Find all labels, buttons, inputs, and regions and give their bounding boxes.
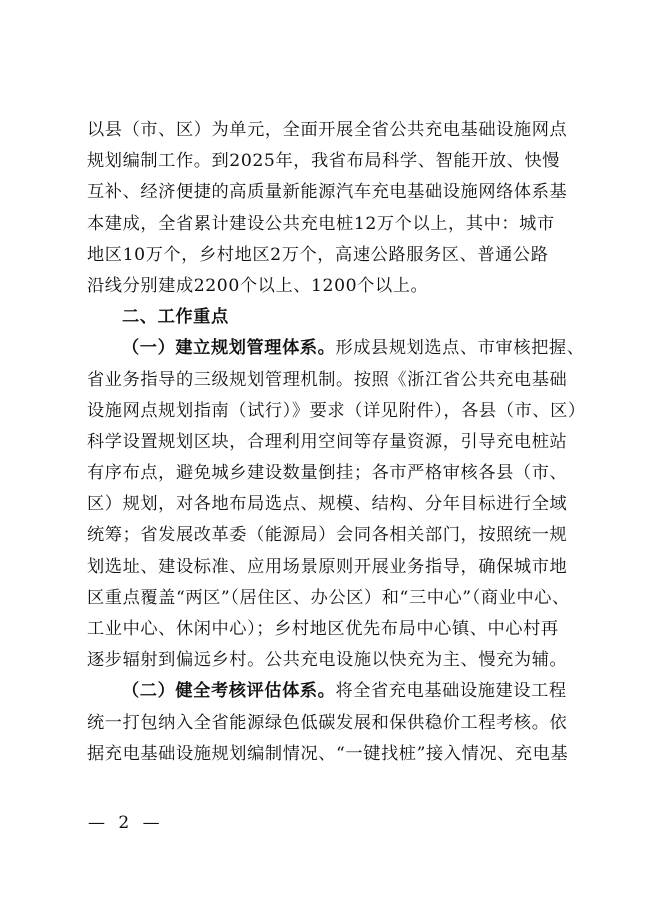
paragraph-2-line-10: 工业中心、休闲中心）；乡村地区优先布局中心镇、中心村再 bbox=[87, 619, 559, 639]
paragraph-2-line-7: 统筹；省发展改革委（能源局）会同各相关部门，按照统一规 bbox=[87, 525, 568, 546]
paragraph-3-line-1 bbox=[87, 676, 565, 707]
paragraph-1-line-1: 以县（市、区）为单元，全面开展全省公共充电基础设施网点 bbox=[87, 120, 568, 140]
paragraph-1-line-6: 沿线分别建成2200个以上、1200个以上。 bbox=[87, 275, 429, 296]
paragraph-1-line-4: 本建成，全省累计建设公共充电桩12万个以上，其中：城市 bbox=[87, 213, 555, 234]
paragraph-3-line-3: 据充电基础设施规划编制情况、“一键找桩”接入情况、充电基 bbox=[87, 743, 569, 764]
paragraph-3-lead: （二）健全考核评估体系。 bbox=[122, 681, 336, 702]
paragraph-2-line-2: 省业务指导的三级规划管理机制。按照《浙江省公共充电基础 bbox=[87, 369, 568, 390]
paragraph-2-line-3: 设施网点规划指南（试行）》要求（详见附件），各县（市、区） bbox=[87, 400, 586, 421]
paragraph-2-lead: （一）建立规划管理体系。 bbox=[122, 338, 336, 359]
section-heading: 二、工作重点 bbox=[122, 307, 229, 328]
paragraph-3-line-2: 统一打包纳入全省能源绿色低碳发展和保供稳价工程考核。依 bbox=[87, 712, 568, 733]
paragraph-1-line-3: 互补、经济便捷的高质量新能源汽车充电基础设施网络体系基 bbox=[87, 182, 568, 203]
paragraph-2-line-9: 区重点覆盖“两区”（居住区、办公区）和“三中心”（商业中心、 bbox=[87, 587, 570, 608]
paragraph-2-line-4: 科学设置规划区块，合理利用空间等存量资源，引导充电桩站 bbox=[87, 431, 568, 452]
paragraph-2-line-1-text: 形成县规划选点、市审核把握、 bbox=[335, 338, 585, 359]
paragraph-2-line-1 bbox=[87, 333, 585, 364]
paragraph-1-line-2: 规划编制工作。到2025年，我省布局科学、智能开放、快慢 bbox=[87, 151, 561, 172]
paragraph-2-line-8: 划选址、建设标准、应用场景原则开展业务指导，确保城市地 bbox=[87, 556, 568, 577]
paragraph-2-line-5: 有序布点，避免城乡建设数量倒挂；各市严格审核各县（市、 bbox=[87, 463, 568, 484]
paragraph-2-line-6: 区）规划，对各地布局选点、规模、结构、分年目标进行全域 bbox=[87, 494, 568, 515]
paragraph-3-line-1-text: 将全省充电基础设施建设工程 bbox=[335, 681, 567, 702]
document-body bbox=[87, 115, 586, 770]
paragraph-1-line-5: 地区10万个，乡村地区2万个，高速公路服务区、普通公路 bbox=[87, 244, 549, 265]
page-number: — 2 — bbox=[88, 813, 164, 833]
paragraph-2-line-11: 逐步辐射到偏远乡村。公共充电设施以快充为主、慢充为辅。 bbox=[87, 650, 568, 671]
